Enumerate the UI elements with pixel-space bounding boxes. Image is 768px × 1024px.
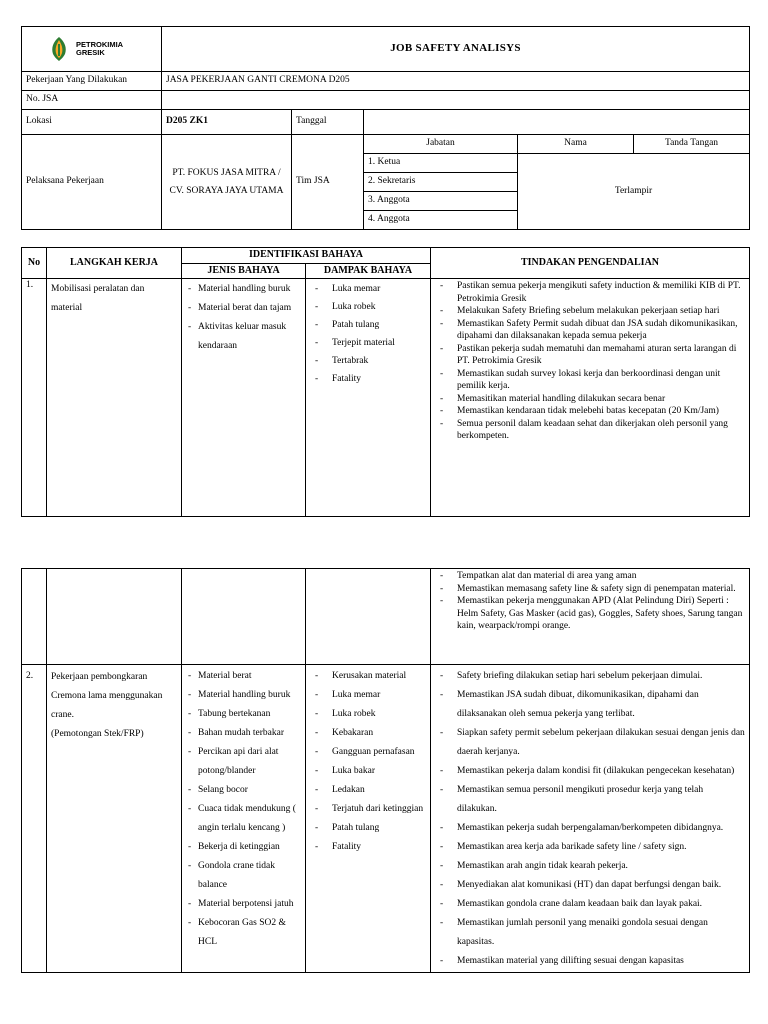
list-item: - Memastikan sudah survey lokasi kerja dan berkoordinasi dengan unit pemilik kerja. <box>435 368 745 393</box>
list-item: - Memastikan pekerja sudah berpengalaman/berkompeten dibidangnya. <box>435 819 745 838</box>
col-tindakan-pengendalian: TINDAKAN PENGENDALIAN <box>431 248 750 279</box>
step-langkah: Mobilisasi peralatan dan material <box>47 279 182 517</box>
step-no: 1. <box>22 279 47 517</box>
list-item: - Bahan mudah terbakar <box>186 724 301 743</box>
col-jenis-bahaya: JENIS BAHAYA <box>182 263 306 279</box>
jsa-header-table <box>21 26 750 230</box>
list-item: - Fatality <box>310 370 426 388</box>
list-item: - Material berat <box>186 667 301 686</box>
dampak-bahaya-list <box>310 667 426 857</box>
table-row <box>22 665 750 973</box>
list-item: - Material berat dan tajam <box>186 299 301 318</box>
list-item: - Tempatkan alat dan material di area yang aman <box>435 570 745 583</box>
jenis-bahaya-list <box>186 667 301 952</box>
list-item: - Memastikan arah angin tidak kearah pekerja. <box>435 857 745 876</box>
list-item: - Kerusakan material <box>310 667 426 686</box>
terlampir-cell: Terlampir <box>518 154 750 230</box>
list-item: - Bekerja di ketinggian <box>186 838 301 857</box>
dampak-bahaya-list <box>310 280 426 388</box>
step-no: 2. <box>22 665 47 973</box>
col-tanda-tangan: Tanda Tangan <box>634 135 750 154</box>
tanggal-label: Tanggal <box>292 110 364 135</box>
logo-cell <box>22 27 162 72</box>
lokasi-value: D205 ZK1 <box>162 110 292 135</box>
list-item: - Memastikan semua personil mengikuti prosedur kerja yang telah dilakukan. <box>435 781 745 819</box>
step-langkah: Pekerjaan pembongkaran Cremona lama menggunakan crane. <box>51 672 163 720</box>
col-dampak-bahaya: DAMPAK BAHAYA <box>306 263 431 279</box>
list-item: - Gondola crane tidak balance <box>186 857 301 895</box>
list-item: - Siapkan safety permit sebelum pekerjaan dilakukan sesuai dengan jenis dan daerah kerjanya. <box>435 724 745 762</box>
jabatan-anggota-2: 4. Anggota <box>364 211 518 230</box>
jabatan-sekretaris: 2. Sekretaris <box>364 173 518 192</box>
list-item: - Pastikan pekerja sudah mematuhi dan memahami aturan serta larangan di PT. Petrokimia Gresik <box>435 343 745 368</box>
col-nama: Nama <box>518 135 634 154</box>
list-item: - Melakukan Safety Briefing sebelum melakukan pekerjaan setiap hari <box>435 305 745 318</box>
list-item: - Gangguan pernafasan <box>310 743 426 762</box>
list-item: - Aktivitas keluar masuk kendaraan <box>186 318 301 356</box>
company-logo <box>26 36 157 62</box>
list-item: - Memastikan memasang safety line & safety sign di penempatan material. <box>435 583 745 596</box>
list-item: - Memastikan jumlah personil yang menaiki gondola sesuai dengan kapasitas. <box>435 914 745 952</box>
tanggal-value <box>364 110 750 135</box>
list-item: - Memastikan pekerja menggunakan APD (Alat Pelindung Diri) Seperti : Helm Safety, Gas Masker (acid gas), Goggles, Safety shoes, Sarung tangan kain, wearpack/rompi orange. <box>435 595 745 633</box>
table-row <box>22 569 750 665</box>
list-item: - Percikan api dari alat potong/blander <box>186 743 301 781</box>
document-title: JOB SAFETY ANALISYS <box>162 27 750 72</box>
tindakan-list <box>435 667 745 971</box>
jabatan-ketua: 1. Ketua <box>364 154 518 173</box>
nojsa-value <box>162 91 750 110</box>
list-item: - Ledakan <box>310 781 426 800</box>
list-item: - Memastikan JSA sudah dibuat, dikomunikasikan, dipahami dan dilaksanakan oleh semua pekerja yang terlibat. <box>435 686 745 724</box>
list-item: - Pastikan semua pekerja mengikuti safety induction & memiliki KIB di PT. Petrokimia Gresik <box>435 280 745 305</box>
col-identifikasi-bahaya: IDENTIFIKASI BAHAYA <box>182 248 431 264</box>
list-item: - Safety briefing dilakukan setiap hari sebelum pekerjaan dimulai. <box>435 667 745 686</box>
col-no: No <box>22 248 47 279</box>
list-item: - Kebocoran Gas SO2 & HCL <box>186 914 301 952</box>
list-item: - Material berpotensi jatuh <box>186 895 301 914</box>
company-name-line2: GRESIK <box>76 48 105 57</box>
pelaksana-value: PT. FOKUS JASA MITRA / CV. SORAYA JAYA UTAMA <box>162 135 292 230</box>
list-item: - Menyediakan alat komunikasi (HT) dan dapat berfungsi dengan baik. <box>435 876 745 895</box>
nojsa-label: No. JSA <box>22 91 162 110</box>
list-item: - Patah tulang <box>310 819 426 838</box>
list-item: - Tertabrak <box>310 352 426 370</box>
list-item: - Tabung bertekanan <box>186 705 301 724</box>
pekerjaan-value: JASA PEKERJAAN GANTI CREMONA D205 <box>162 72 750 91</box>
list-item: - Material handling buruk <box>186 280 301 299</box>
list-item: - Luka memar <box>310 280 426 298</box>
list-item: - Terjatuh dari ketinggian <box>310 800 426 819</box>
list-item: - Memastikan Safety Permit sudah dibuat dan JSA sudah dikomunikasikan, dipahami dan dilaksanakan kepada semua pekerja <box>435 318 745 343</box>
timjsa-label: Tim JSA <box>292 135 364 230</box>
list-item: - Luka robek <box>310 298 426 316</box>
list-item: - Memastikan kendaraan tidak melebehi batas kecepatan (20 Km/Jam) <box>435 405 745 418</box>
list-item: - Patah tulang <box>310 316 426 334</box>
list-item: - Memastikan pekerja dalam kondisi fit (dilakukan pengecekan kesehatan) <box>435 762 745 781</box>
company-name-line1: PETROKIMIA <box>76 39 124 49</box>
list-item: - Luka robek <box>310 705 426 724</box>
jenis-bahaya-list <box>186 280 301 356</box>
jsa-steps-table-continued <box>21 568 750 973</box>
col-langkah-kerja: LANGKAH KERJA <box>47 248 182 279</box>
tindakan-list <box>435 280 745 443</box>
list-item: - Luka memar <box>310 686 426 705</box>
list-item: - Memastikan material yang dilifting sesuai dengan kapasitas <box>435 952 745 971</box>
list-item: - Material handling buruk <box>186 686 301 705</box>
jabatan-anggota-1: 3. Anggota <box>364 192 518 211</box>
lokasi-label: Lokasi <box>22 110 162 135</box>
list-item: - Semua personil dalam keadaan sehat dan dikerjakan oleh personil yang berkompeten. <box>435 418 745 443</box>
list-item: - Selang bocor <box>186 781 301 800</box>
pelaksana-label: Pelaksana Pekerjaan <box>22 135 162 230</box>
petrokimia-logo-icon <box>48 36 70 62</box>
list-item: - Terjepit material <box>310 334 426 352</box>
list-item: - Memastikan area kerja ada barikade safety line / safety sign. <box>435 838 745 857</box>
list-item: - Memastikan gondola crane dalam keadaan baik dan layak pakai. <box>435 895 745 914</box>
list-item: - Fatality <box>310 838 426 857</box>
list-item: - Kebakaran <box>310 724 426 743</box>
jsa-steps-table <box>21 247 750 517</box>
table-row <box>22 279 750 517</box>
step-langkah-note: (Pemotongan Stek/FRP) <box>51 729 144 739</box>
list-item: - Cuaca tidak mendukung ( angin terlalu kencang ) <box>186 800 301 838</box>
pekerjaan-label: Pekerjaan Yang Dilakukan <box>22 72 162 91</box>
col-jabatan: Jabatan <box>364 135 518 154</box>
list-item: - Memasitikan material handling dilakukan secara benar <box>435 393 745 406</box>
list-item: - Luka bakar <box>310 762 426 781</box>
tindakan-list <box>435 570 745 633</box>
